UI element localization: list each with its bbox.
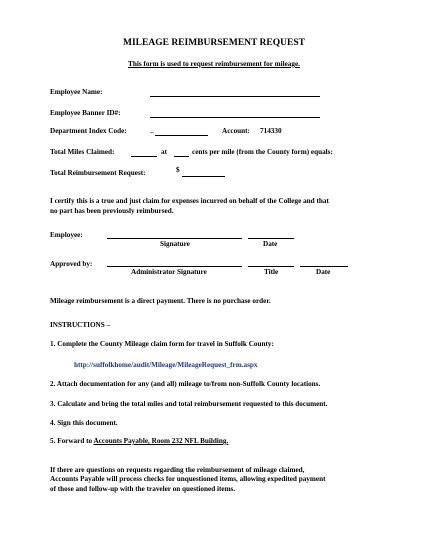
banner-id-label: Employee Banner ID#: xyxy=(50,109,121,117)
dept-index-field[interactable] xyxy=(155,135,208,136)
signature-caption: Signature xyxy=(160,240,190,248)
admin-date-caption: Date xyxy=(316,268,331,276)
step-3: 3. Calculate and bring the total miles and total reimbursement requested to this document. xyxy=(50,400,328,408)
admin-signature-field[interactable] xyxy=(107,266,242,267)
employee-name-field[interactable] xyxy=(150,96,320,97)
employee-label: Employee: xyxy=(50,231,83,239)
employee-signature-field[interactable] xyxy=(107,238,242,239)
employee-name-label: Employee Name: xyxy=(50,88,103,96)
step-1: 1. Complete the County Mileage claim form for travel in Suffolk County: xyxy=(50,340,274,348)
dept-index-mark: _ xyxy=(150,126,154,134)
footer-line-1: If there are questions on requests regarding the reimbursement of mileage claimed, xyxy=(50,466,305,474)
date-caption: Date xyxy=(263,240,278,248)
total-miles-field[interactable] xyxy=(131,156,157,157)
title-caption: Title xyxy=(264,268,279,276)
total-miles-label: Total Miles Claimed: xyxy=(50,148,115,156)
step-5-prefix: 5. Forward to xyxy=(50,437,94,445)
employee-date-field[interactable] xyxy=(248,238,294,239)
banner-id-field[interactable] xyxy=(150,117,320,118)
direct-payment-note: Mileage reimbursement is a direct payment. There is no purchase order. xyxy=(50,297,271,305)
footer-line-2: Accounts Payable will process checks for unquestioned items, allowing expedited payment xyxy=(50,475,326,483)
step-4: 4. Sign this document. xyxy=(50,419,118,427)
total-reimbursement-field[interactable] xyxy=(182,176,225,177)
account-value: 714330 xyxy=(260,127,282,135)
certify-line-1: I certify this is a true and just claim for expenses incurred on behalf of the College and that xyxy=(50,197,329,205)
cents-text: cents per mile (from the County form) equals: xyxy=(192,148,333,156)
dollar-sign: $ xyxy=(176,166,180,174)
admin-title-field[interactable] xyxy=(248,266,294,267)
at-label: at xyxy=(161,148,167,156)
cents-field[interactable] xyxy=(174,156,189,157)
approved-by-label: Approved by: xyxy=(50,260,93,268)
account-label: Account: xyxy=(222,127,250,135)
county-form-link[interactable]: http://suffolkhome/audit/Mileage/MileageRequest_frm.aspx xyxy=(74,361,258,369)
admin-date-field[interactable] xyxy=(300,266,348,267)
certify-line-2: no part has been previously reimbursed. xyxy=(50,207,174,215)
step-2: 2. Attach documentation for any (and all) mileage to/from non-Suffolk County locations. xyxy=(50,380,321,388)
page-title: MILEAGE REIMBURSEMENT REQUEST xyxy=(123,38,305,48)
instructions-heading: INSTRUCTIONS – xyxy=(50,321,111,329)
dept-index-label: Department Index Code: xyxy=(50,127,127,135)
total-reimbursement-label: Total Reimbursement Request: xyxy=(50,169,146,177)
admin-signature-caption: Administrator Signature xyxy=(131,268,207,276)
step-5 xyxy=(50,437,228,446)
accounts-payable-link[interactable]: Accounts Payable, Room 232 NFL Building. xyxy=(93,437,229,445)
footer-line-3: of those and follow-up with the traveler on questioned items. xyxy=(50,485,236,493)
page-subtitle: This form is used to request reimbursement for mileage. xyxy=(128,60,300,68)
